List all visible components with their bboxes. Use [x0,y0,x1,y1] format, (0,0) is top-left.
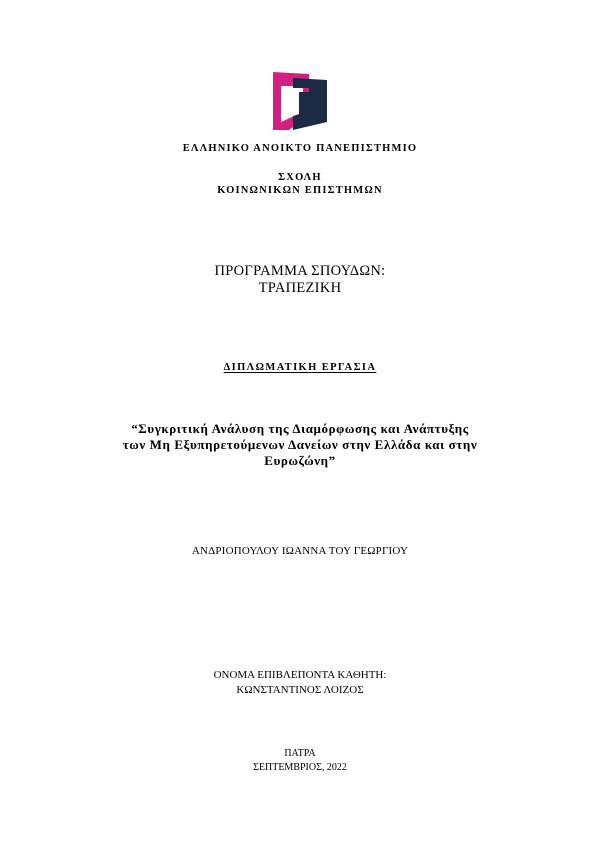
supervisor-label: ΟΝΟΜΑ ΕΠΙΒΛΕΠΟΝΤΑ ΚΑΘΗΤΗ: [213,669,387,681]
supervisor-name: ΚΩΝΣΤΑΝΤΙΝΟΣ ΛΟΙΖΟΣ [236,684,364,696]
thesis-title-line-3: Ευρωζώνη” [264,453,336,468]
thesis-title-line-2: των Μη Εξυπηρετούμενων Δανείων στην Ελλάδα και στην [122,437,478,452]
school-name: ΚΟΙΝΩΝΙΚΩΝ ΕΠΙΣΤΗΜΩΝ [217,185,383,196]
city: ΠΑΤΡΑ [284,748,316,759]
program-label: ΠΡΟΓΡΑΜΜΑ ΣΠΟΥΔΩΝ: [214,263,386,279]
author-name: ΑΝΔΡΙΟΠΟΥΛΟΥ ΙΩΑΝΝΑ ΤΟΥ ΓΕΩΡΓΙΟΥ [191,545,409,557]
university-logo-icon [273,72,327,130]
university-name: ΕΛΛΗΝΙΚΟ ΑΝΟΙΚΤΟ ΠΑΝΕΠΙΣΤΗΜΙΟ [182,143,418,154]
thesis-label [0,362,600,373]
date: ΣΕΠΤΕΜΒΡΙΟΣ, 2022 [253,762,347,773]
thesis-label-text: ΔΙΠΛΩΜΑΤΙΚΗ ΕΡΓΑΣΙΑ [223,362,377,373]
thesis-title [0,421,600,469]
school-label: ΣΧΟΛΗ [278,172,322,183]
program-name: ΤΡΑΠΕΖΙΚΗ [258,280,342,296]
thesis-title-line-1: “Συγκριτική Ανάλυση της Διαμόρφωσης και Ανάπτυξης [131,421,469,436]
